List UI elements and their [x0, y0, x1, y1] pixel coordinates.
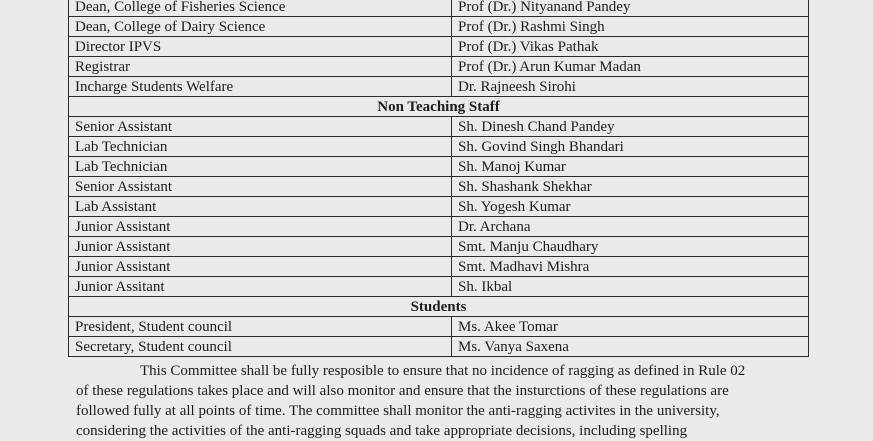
name-cell: Sh. Yogesh Kumar [452, 197, 809, 217]
name-cell: Sh. Shashank Shekhar [452, 177, 809, 197]
table-row [69, 337, 809, 357]
section-heading-row [69, 297, 809, 317]
table-row [69, 137, 809, 157]
paragraph-line: followed fully at all points of time. The committee shall monitor the anti-ragging activites in the university, [76, 403, 720, 419]
role-cell: Lab Assistant [69, 197, 452, 217]
role-cell: Dean, College of Dairy Science [69, 17, 452, 37]
table-row [69, 77, 809, 97]
role-cell: Junior Assistant [69, 217, 452, 237]
paragraph-line: of these regulations takes place and will also monitor and ensure that the insturctions of these regulations are [76, 383, 729, 399]
name-cell: Ms. Akee Tomar [452, 317, 809, 337]
table-row [69, 217, 809, 237]
non-teaching-heading: Non Teaching Staff [69, 97, 809, 117]
table-row [69, 117, 809, 137]
name-cell: Sh. Govind Singh Bhandari [452, 137, 809, 157]
role-cell: Senior Assistant [69, 117, 452, 137]
role-cell: Director IPVS [69, 37, 452, 57]
name-cell: Sh. Manoj Kumar [452, 157, 809, 177]
role-cell: Incharge Students Welfare [69, 77, 452, 97]
role-cell: Junior Assistant [69, 257, 452, 277]
name-cell: Ms. Vanya Saxena [452, 337, 809, 357]
role-cell: Lab Technician [69, 157, 452, 177]
role-cell: Registrar [69, 57, 452, 77]
role-cell: Dean, College of Fisheries Science [69, 0, 452, 17]
committee-paragraph [76, 361, 809, 441]
table-row [69, 257, 809, 277]
table-row [69, 177, 809, 197]
role-cell: President, Student council [69, 317, 452, 337]
table-row [69, 37, 809, 57]
table-row [69, 157, 809, 177]
role-cell: Junior Assitant [69, 277, 452, 297]
name-cell: Dr. Rajneesh Sirohi [452, 77, 809, 97]
name-cell: Sh. Dinesh Chand Pandey [452, 117, 809, 137]
table-row [69, 277, 809, 297]
students-heading: Students [69, 297, 809, 317]
section-heading-row [69, 97, 809, 117]
role-cell: Lab Technician [69, 137, 452, 157]
role-cell: Secretary, Student council [69, 337, 452, 357]
table-row [69, 237, 809, 257]
name-cell: Prof (Dr.) Arun Kumar Madan [452, 57, 809, 77]
name-cell: Smt. Manju Chaudhary [452, 237, 809, 257]
name-cell: Prof (Dr.) Nityanand Pandey [452, 0, 809, 17]
table-row [69, 17, 809, 37]
name-cell: Dr. Archana [452, 217, 809, 237]
table-row [69, 317, 809, 337]
table-row [69, 197, 809, 217]
committee-table [68, 0, 809, 357]
name-cell: Smt. Madhavi Mishra [452, 257, 809, 277]
table-row [69, 0, 809, 17]
paragraph-line: considering the activities of the anti-ragging squads and take appropriate decisions, including spelling [76, 423, 688, 439]
name-cell: Sh. Ikbal [452, 277, 809, 297]
table-row [69, 57, 809, 77]
name-cell: Prof (Dr.) Rashmi Singh [452, 17, 809, 37]
paragraph-line: This Committee shall be fully resposible to ensure that no incidence of ragging as defined in Rule 02 [140, 363, 746, 379]
role-cell: Junior Assistant [69, 237, 452, 257]
role-cell: Senior Assistant [69, 177, 452, 197]
name-cell: Prof (Dr.) Vikas Pathak [452, 37, 809, 57]
